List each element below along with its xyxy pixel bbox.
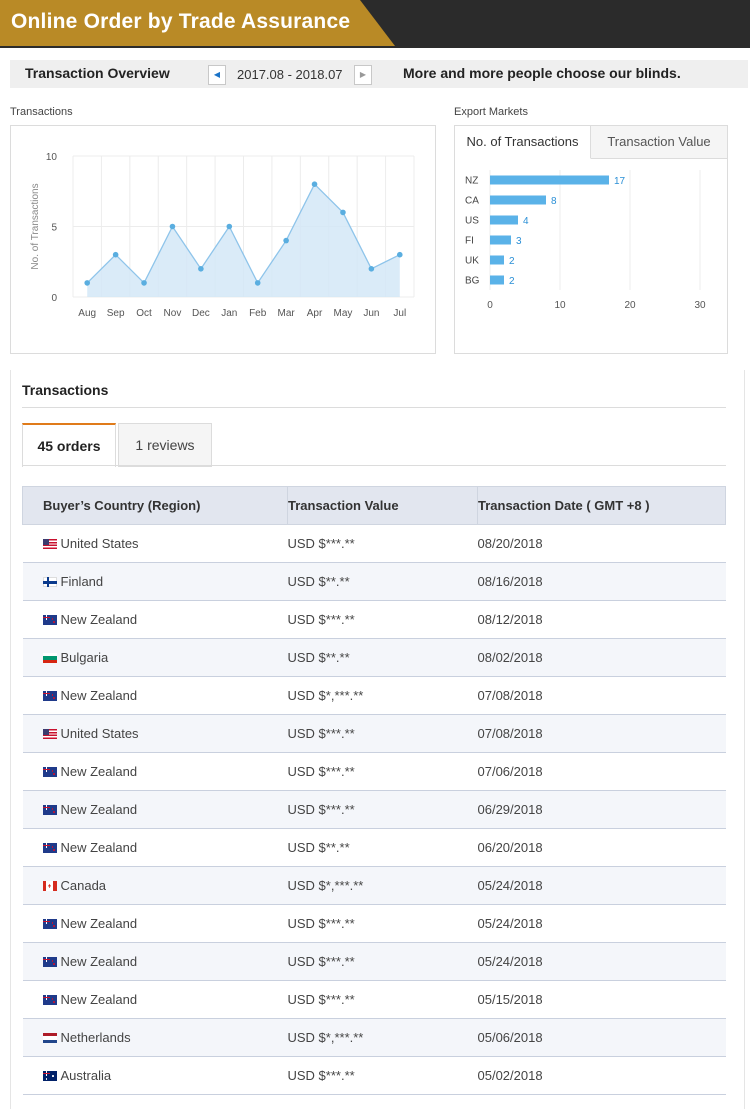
x-tick-label: 10 bbox=[554, 300, 566, 311]
bar-value-label: 4 bbox=[523, 216, 529, 227]
bar[interactable] bbox=[490, 276, 504, 285]
table-header-row bbox=[23, 487, 726, 525]
country-name: New Zealand bbox=[60, 916, 138, 931]
table-row bbox=[23, 829, 726, 867]
orders-table bbox=[22, 486, 726, 1095]
right-border bbox=[744, 370, 745, 1109]
cell-transaction-date: 05/24/2018 bbox=[478, 943, 726, 981]
caret-left-icon: ◀ bbox=[213, 70, 221, 79]
country-name: New Zealand bbox=[60, 688, 138, 703]
tab-reviews[interactable]: 1 reviews bbox=[118, 423, 212, 467]
column-header-date[interactable]: Transaction Date ( GMT +8 ) bbox=[478, 487, 726, 525]
category-label: US bbox=[465, 215, 479, 227]
y-tick-label: 5 bbox=[51, 222, 57, 234]
table-row bbox=[23, 677, 726, 715]
x-tick-label: May bbox=[333, 308, 353, 319]
data-point[interactable] bbox=[170, 224, 176, 230]
data-point[interactable] bbox=[113, 252, 119, 258]
transactions-area-chart bbox=[11, 126, 435, 353]
cell-country bbox=[23, 1019, 288, 1057]
bar[interactable] bbox=[490, 176, 609, 185]
cell-transaction-date: 06/29/2018 bbox=[478, 791, 726, 829]
flag-nz-icon bbox=[43, 615, 57, 625]
data-point[interactable] bbox=[283, 238, 289, 244]
country-name: New Zealand bbox=[60, 764, 138, 779]
cell-transaction-value: USD $***.** bbox=[288, 753, 478, 791]
cell-country bbox=[23, 791, 288, 829]
transaction-overview-bar bbox=[10, 60, 748, 88]
bar-value-label: 2 bbox=[509, 276, 515, 287]
cell-transaction-value: USD $***.** bbox=[288, 715, 478, 753]
period-range: 2017.08 - 2018.07 bbox=[237, 67, 343, 82]
divider bbox=[22, 407, 726, 408]
prev-period-button[interactable] bbox=[208, 65, 226, 85]
cell-transaction-value: USD $***.** bbox=[288, 525, 478, 563]
y-tick-label: 10 bbox=[45, 152, 57, 163]
table-row bbox=[23, 753, 726, 791]
country-name: Australia bbox=[60, 1068, 112, 1083]
x-tick-label: Aug bbox=[78, 308, 97, 319]
cell-transaction-value: USD $***.** bbox=[288, 905, 478, 943]
bar[interactable] bbox=[490, 216, 518, 225]
x-tick-label: Feb bbox=[249, 308, 267, 319]
x-tick-label: Jan bbox=[221, 308, 238, 319]
flag-nz-icon bbox=[43, 805, 57, 815]
cell-transaction-date: 08/12/2018 bbox=[478, 601, 726, 639]
bar-value-label: 8 bbox=[551, 196, 557, 207]
bar[interactable] bbox=[490, 196, 546, 205]
table-row bbox=[23, 639, 726, 677]
overview-title: Transaction Overview bbox=[25, 65, 170, 81]
x-tick-label: Dec bbox=[191, 308, 210, 319]
category-label: FI bbox=[465, 235, 474, 247]
cell-transaction-date: 08/16/2018 bbox=[478, 563, 726, 601]
flag-nz-icon bbox=[43, 691, 57, 701]
bar[interactable] bbox=[490, 236, 511, 245]
table-row bbox=[23, 1019, 726, 1057]
x-tick-label: Oct bbox=[136, 308, 152, 319]
x-tick-label: Sep bbox=[106, 308, 125, 319]
y-axis-label: No. of Transactions bbox=[30, 183, 41, 270]
category-label: UK bbox=[465, 255, 479, 267]
flag-us-icon bbox=[43, 539, 57, 549]
page-title: Online Order by Trade Assurance bbox=[11, 10, 351, 33]
cell-country bbox=[23, 715, 288, 753]
tab-transaction-value[interactable]: Transaction Value bbox=[591, 126, 727, 159]
flag-nz-icon bbox=[43, 919, 57, 929]
divider bbox=[22, 465, 726, 466]
export-markets-label: Export Markets bbox=[454, 106, 528, 118]
overview-tagline: More and more people choose our blinds. bbox=[403, 65, 681, 81]
data-point[interactable] bbox=[397, 252, 403, 258]
flag-fi-icon bbox=[43, 577, 57, 587]
table-row bbox=[23, 1057, 726, 1095]
country-name: Netherlands bbox=[60, 1030, 131, 1045]
country-name: New Zealand bbox=[60, 992, 138, 1007]
cell-transaction-date: 08/02/2018 bbox=[478, 639, 726, 677]
bar-value-label: 2 bbox=[509, 256, 515, 267]
cell-country bbox=[23, 601, 288, 639]
table-row bbox=[23, 563, 726, 601]
cell-transaction-value: USD $***.** bbox=[288, 791, 478, 829]
cell-country bbox=[23, 981, 288, 1019]
column-header-value[interactable]: Transaction Value bbox=[288, 487, 478, 525]
table-row bbox=[23, 943, 726, 981]
bar-value-label: 17 bbox=[614, 176, 626, 187]
flag-nz-icon bbox=[43, 843, 57, 853]
data-point[interactable] bbox=[226, 224, 232, 230]
cell-country bbox=[23, 943, 288, 981]
cell-transaction-date: 05/24/2018 bbox=[478, 867, 726, 905]
flag-nz-icon bbox=[43, 767, 57, 777]
cell-transaction-value: USD $*,***.** bbox=[288, 867, 478, 905]
cell-transaction-value: USD $*,***.** bbox=[288, 677, 478, 715]
table-row bbox=[23, 791, 726, 829]
flag-bg-icon bbox=[43, 653, 57, 663]
table-row bbox=[23, 525, 726, 563]
cell-country bbox=[23, 525, 288, 563]
left-border bbox=[0, 370, 11, 1109]
table-row bbox=[23, 715, 726, 753]
flag-ca-icon bbox=[43, 881, 57, 891]
table-row bbox=[23, 905, 726, 943]
cell-transaction-value: USD $**.** bbox=[288, 829, 478, 867]
x-tick-label: Apr bbox=[306, 308, 323, 319]
country-name: United States bbox=[60, 536, 139, 551]
cell-transaction-value: USD $***.** bbox=[288, 981, 478, 1019]
cell-transaction-value: USD $*,***.** bbox=[288, 1019, 478, 1057]
table-row bbox=[23, 867, 726, 905]
flag-au-icon bbox=[43, 1071, 57, 1081]
country-name: New Zealand bbox=[60, 612, 138, 627]
caret-right-icon: ▶ bbox=[359, 70, 367, 79]
cell-transaction-value: USD $***.** bbox=[288, 943, 478, 981]
transactions-section-title: Transactions bbox=[22, 382, 109, 398]
transactions-chart-label: Transactions bbox=[10, 106, 73, 118]
country-name: Canada bbox=[60, 878, 107, 893]
x-tick-label: Jun bbox=[363, 308, 380, 319]
country-name: New Zealand bbox=[60, 802, 138, 817]
data-point[interactable] bbox=[84, 280, 90, 286]
category-label: NZ bbox=[465, 175, 479, 187]
cell-transaction-date: 06/20/2018 bbox=[478, 829, 726, 867]
export-markets-panel bbox=[454, 125, 728, 354]
flag-nl-icon bbox=[43, 1033, 57, 1043]
bar[interactable] bbox=[490, 256, 504, 265]
flag-nz-icon bbox=[43, 995, 57, 1005]
x-tick-label: Nov bbox=[163, 308, 182, 319]
cell-transaction-date: 07/08/2018 bbox=[478, 715, 726, 753]
header-banner bbox=[0, 0, 750, 48]
cell-transaction-value: USD $**.** bbox=[288, 639, 478, 677]
cell-transaction-value: USD $***.** bbox=[288, 601, 478, 639]
cell-transaction-value: USD $***.** bbox=[288, 1057, 478, 1095]
tab-no-of-transactions[interactable]: No. of Transactions bbox=[455, 126, 591, 159]
country-name: New Zealand bbox=[60, 954, 138, 969]
cell-country bbox=[23, 563, 288, 601]
cell-country bbox=[23, 753, 288, 791]
country-name: United States bbox=[60, 726, 139, 741]
cell-country bbox=[23, 677, 288, 715]
cell-country bbox=[23, 867, 288, 905]
cell-country bbox=[23, 829, 288, 867]
export-markets-bar-chart bbox=[455, 160, 727, 350]
cell-transaction-date: 05/02/2018 bbox=[478, 1057, 726, 1095]
x-tick-label: 20 bbox=[624, 300, 636, 311]
x-tick-label: Mar bbox=[277, 308, 295, 319]
table-row bbox=[23, 981, 726, 1019]
cell-country bbox=[23, 1057, 288, 1095]
flag-us-icon bbox=[43, 729, 57, 739]
data-point[interactable] bbox=[369, 266, 375, 272]
cell-transaction-date: 07/06/2018 bbox=[478, 753, 726, 791]
y-tick-label: 0 bbox=[51, 293, 57, 304]
bar-value-label: 3 bbox=[516, 236, 522, 247]
data-point[interactable] bbox=[255, 280, 261, 286]
column-header-country[interactable]: Buyer’s Country (Region) bbox=[23, 487, 288, 525]
cell-transaction-value: USD $**.** bbox=[288, 563, 478, 601]
cell-country bbox=[23, 905, 288, 943]
country-name: Bulgaria bbox=[60, 650, 109, 665]
table-row bbox=[23, 601, 726, 639]
x-tick-label: Jul bbox=[393, 308, 407, 319]
category-label: CA bbox=[465, 195, 479, 207]
category-label: BG bbox=[465, 275, 480, 287]
cell-country bbox=[23, 639, 288, 677]
cell-transaction-date: 05/24/2018 bbox=[478, 905, 726, 943]
x-tick-label: 30 bbox=[694, 300, 706, 311]
next-period-button[interactable] bbox=[354, 65, 372, 85]
data-point[interactable] bbox=[312, 181, 318, 187]
country-name: New Zealand bbox=[60, 840, 138, 855]
cell-transaction-date: 05/06/2018 bbox=[478, 1019, 726, 1057]
data-point[interactable] bbox=[141, 280, 147, 286]
cell-transaction-date: 05/15/2018 bbox=[478, 981, 726, 1019]
x-tick-label: 0 bbox=[487, 300, 493, 311]
cell-transaction-date: 08/20/2018 bbox=[478, 525, 726, 563]
tab-orders[interactable]: 45 orders bbox=[22, 423, 116, 467]
data-point[interactable] bbox=[340, 210, 346, 216]
cell-transaction-date: 07/08/2018 bbox=[478, 677, 726, 715]
country-name: Finland bbox=[60, 574, 104, 589]
transactions-chart-panel bbox=[10, 125, 436, 354]
flag-nz-icon bbox=[43, 957, 57, 967]
data-point[interactable] bbox=[198, 266, 204, 272]
